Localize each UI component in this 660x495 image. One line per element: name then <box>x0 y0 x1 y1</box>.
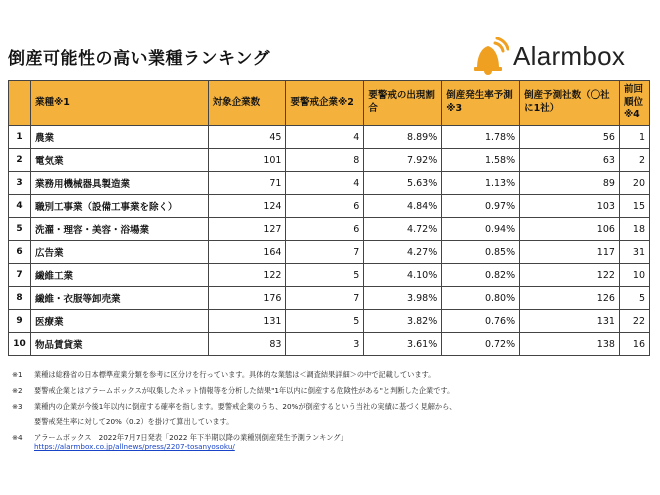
footnote-text: アラームボックス 2022年7月7日発表「2022 年下半期以降の業種別倒産発生予測ランキング」 <box>34 433 348 442</box>
industry-cell: 医療業 <box>30 310 208 333</box>
ranking-table <box>8 80 650 356</box>
column-header: 業種※1 <box>30 81 208 126</box>
industry-cell: 繊維工業 <box>30 264 208 287</box>
value-cell: 0.97% <box>442 195 520 218</box>
column-header: 対象企業数 <box>208 81 286 126</box>
value-cell: 83 <box>208 333 286 356</box>
value-cell: 45 <box>208 126 286 149</box>
value-cell: 22 <box>619 310 649 333</box>
footnote-mark: ※2 <box>12 386 23 395</box>
table-header-row <box>9 81 650 126</box>
footnote-3 <box>12 402 652 426</box>
press-release-link[interactable]: https://alarmbox.co.jp/allnews/press/2207-tosanyosoku/ <box>34 442 235 451</box>
value-cell: 10 <box>619 264 649 287</box>
rank-cell: 9 <box>9 310 31 333</box>
value-cell: 18 <box>619 218 649 241</box>
value-cell: 7 <box>286 287 364 310</box>
column-header: 要警戒の出現割合 <box>364 81 442 126</box>
table-row <box>9 333 650 356</box>
value-cell: 0.85% <box>442 241 520 264</box>
value-cell: 5 <box>286 310 364 333</box>
value-cell: 5.63% <box>364 172 442 195</box>
table-row <box>9 149 650 172</box>
value-cell: 0.80% <box>442 287 520 310</box>
rank-cell: 1 <box>9 126 31 149</box>
footnote-text: 要警戒企業とはアラームボックスが収集したネット情報等を分析した結果"1年以内に倒産する危険性がある"と判断した企業です。 <box>34 386 455 395</box>
value-cell: 122 <box>208 264 286 287</box>
footnotes <box>12 370 652 458</box>
rank-cell: 10 <box>9 333 31 356</box>
value-cell: 15 <box>619 195 649 218</box>
industry-cell: 洗濯・理容・美容・浴場業 <box>30 218 208 241</box>
value-cell: 138 <box>520 333 620 356</box>
rank-cell: 5 <box>9 218 31 241</box>
industry-cell: 電気業 <box>30 149 208 172</box>
industry-cell: 広告業 <box>30 241 208 264</box>
value-cell: 1.78% <box>442 126 520 149</box>
column-header: 倒産予測社数（〇社に1社） <box>520 81 620 126</box>
footnote-1 <box>12 370 652 379</box>
value-cell: 4.27% <box>364 241 442 264</box>
industry-cell: 業務用機械器具製造業 <box>30 172 208 195</box>
value-cell: 1.13% <box>442 172 520 195</box>
value-cell: 103 <box>520 195 620 218</box>
table-row <box>9 310 650 333</box>
value-cell: 8.89% <box>364 126 442 149</box>
rank-cell: 4 <box>9 195 31 218</box>
rank-cell: 7 <box>9 264 31 287</box>
footnote-4 <box>12 433 652 451</box>
value-cell: 5 <box>619 287 649 310</box>
page-title: 倒産可能性の高い業種ランキング <box>8 49 270 69</box>
rank-cell: 2 <box>9 149 31 172</box>
rank-cell: 6 <box>9 241 31 264</box>
value-cell: 164 <box>208 241 286 264</box>
value-cell: 1 <box>619 126 649 149</box>
table-row <box>9 241 650 264</box>
industry-cell: 農業 <box>30 126 208 149</box>
industry-cell: 職別工事業（設備工事業を除く） <box>30 195 208 218</box>
value-cell: 3.82% <box>364 310 442 333</box>
table-body <box>9 126 650 356</box>
logo-text: Alarmbox <box>513 40 626 71</box>
value-cell: 6 <box>286 195 364 218</box>
value-cell: 3.61% <box>364 333 442 356</box>
value-cell: 124 <box>208 195 286 218</box>
value-cell: 71 <box>208 172 286 195</box>
table-row <box>9 195 650 218</box>
footnote-mark: ※1 <box>12 370 23 379</box>
rank-cell: 8 <box>9 287 31 310</box>
value-cell: 0.94% <box>442 218 520 241</box>
footnote-mark: ※3 <box>12 402 23 411</box>
table-row <box>9 264 650 287</box>
value-cell: 16 <box>619 333 649 356</box>
value-cell: 89 <box>520 172 620 195</box>
value-cell: 0.72% <box>442 333 520 356</box>
value-cell: 6 <box>286 218 364 241</box>
value-cell: 127 <box>208 218 286 241</box>
value-cell: 7 <box>286 241 364 264</box>
value-cell: 176 <box>208 287 286 310</box>
value-cell: 4.84% <box>364 195 442 218</box>
value-cell: 31 <box>619 241 649 264</box>
footnote-text: 業種内の企業が今後1年以内に倒産する確率を指します。要警戒企業のうち、20%が倒産するという当社の実績に基づく見解から、 <box>34 402 457 411</box>
column-header <box>9 81 31 126</box>
value-cell: 3.98% <box>364 287 442 310</box>
table-row <box>9 287 650 310</box>
value-cell: 3 <box>286 333 364 356</box>
value-cell: 20 <box>619 172 649 195</box>
footnote-2 <box>12 386 652 395</box>
footnote-mark: ※4 <box>12 433 23 442</box>
value-cell: 131 <box>208 310 286 333</box>
value-cell: 56 <box>520 126 620 149</box>
industry-cell: 物品賃貸業 <box>30 333 208 356</box>
value-cell: 0.76% <box>442 310 520 333</box>
value-cell: 126 <box>520 287 620 310</box>
column-header: 前回順位※4 <box>619 81 649 126</box>
value-cell: 117 <box>520 241 620 264</box>
table-row <box>9 126 650 149</box>
value-cell: 0.82% <box>442 264 520 287</box>
table-row <box>9 172 650 195</box>
industry-cell: 繊維・衣服等卸売業 <box>30 287 208 310</box>
value-cell: 63 <box>520 149 620 172</box>
column-header: 要警戒企業※2 <box>286 81 364 126</box>
value-cell: 8 <box>286 149 364 172</box>
value-cell: 2 <box>619 149 649 172</box>
value-cell: 1.58% <box>442 149 520 172</box>
value-cell: 4.72% <box>364 218 442 241</box>
value-cell: 131 <box>520 310 620 333</box>
column-header: 倒産発生率予測※3 <box>442 81 520 126</box>
value-cell: 4 <box>286 172 364 195</box>
value-cell: 7.92% <box>364 149 442 172</box>
table-row <box>9 218 650 241</box>
alarm-bell-icon <box>469 37 509 75</box>
alarmbox-logo <box>469 36 625 76</box>
value-cell: 5 <box>286 264 364 287</box>
value-cell: 4 <box>286 126 364 149</box>
rank-cell: 3 <box>9 172 31 195</box>
footnote-text: 業種は総務省の日本標準産業分類を参考に区分けを行っています。具体的な業態は＜調査結果詳細＞の中で記載しています。 <box>34 370 436 379</box>
value-cell: 101 <box>208 149 286 172</box>
value-cell: 122 <box>520 264 620 287</box>
value-cell: 106 <box>520 218 620 241</box>
value-cell: 4.10% <box>364 264 442 287</box>
footnote-continuation: 要警戒発生率に対して20%（0.2）を掛けて算出しています。 <box>34 417 234 426</box>
